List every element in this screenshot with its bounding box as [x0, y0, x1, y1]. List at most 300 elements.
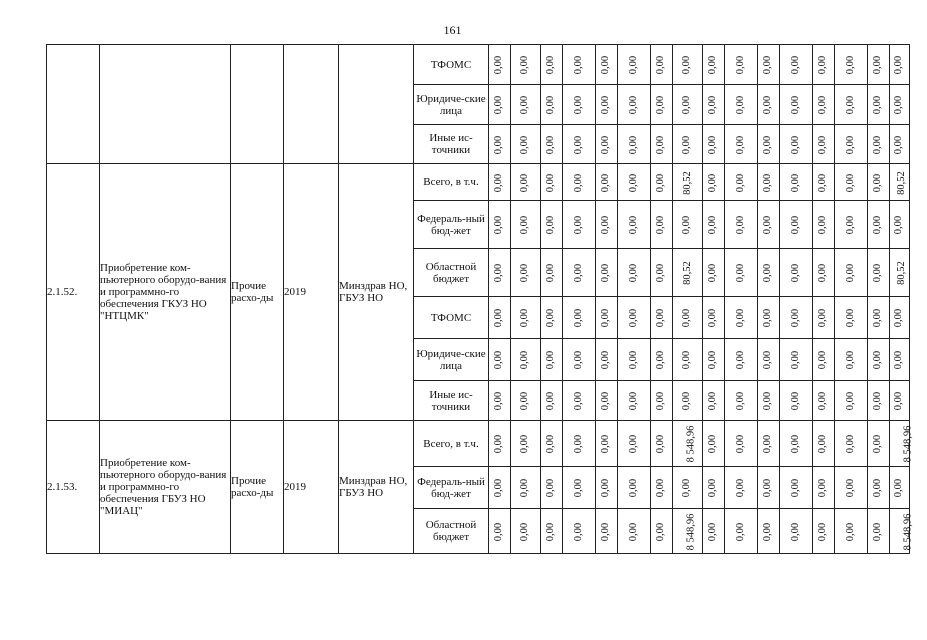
source-cell: ТФОМС: [414, 297, 489, 339]
value-cell: [813, 381, 835, 421]
value-cell: [813, 164, 835, 201]
value-text: 0,00: [845, 350, 856, 370]
value-text: 0,00: [600, 434, 612, 454]
value-text: 0,00: [893, 215, 905, 235]
value-text: 0,00: [655, 478, 667, 498]
value-cell: [780, 164, 813, 201]
value-text: 0,00: [519, 55, 531, 75]
value-text: 0,00: [628, 478, 639, 498]
value-text: 0,00: [762, 263, 774, 283]
value-cell: [758, 339, 780, 381]
value-text: 0,00: [628, 391, 639, 411]
value-text: 0,00: [872, 173, 884, 192]
value-cell: [813, 45, 835, 85]
value-text: 0,00: [493, 95, 505, 115]
value-text: 0,00: [845, 522, 856, 541]
table-row: [47, 164, 910, 201]
value-text: 0,00: [545, 478, 557, 498]
value-cell: [651, 509, 673, 554]
value-cell: [868, 85, 890, 125]
value-cell: [780, 297, 813, 339]
value-cell: [758, 85, 780, 125]
value-cell: [563, 164, 596, 201]
value-text: 0,00: [573, 95, 584, 115]
value-text: 0,00: [545, 391, 557, 411]
num-cell: [47, 45, 100, 164]
value-cell: [703, 125, 725, 164]
value-text: 0,00: [872, 215, 884, 235]
value-cell: [489, 509, 511, 554]
value-text: 0,00: [893, 478, 905, 498]
value-text: 0,00: [790, 263, 801, 283]
value-text: 0,00: [845, 55, 856, 75]
value-cell: [703, 381, 725, 421]
value-text: 0,00: [655, 95, 667, 115]
item-year: 2019: [284, 421, 339, 554]
value-cell: [596, 125, 618, 164]
value-text: 0,00: [762, 173, 774, 192]
value-cell: [563, 339, 596, 381]
value-cell: [596, 249, 618, 297]
value-text: 0,00: [545, 434, 557, 454]
value-cell: [511, 467, 541, 509]
value-text: 0,00: [893, 55, 905, 75]
value-cell: [511, 381, 541, 421]
value-cell: [541, 297, 563, 339]
value-cell: [511, 339, 541, 381]
value-text: 0,00: [573, 478, 584, 498]
value-cell: [868, 509, 890, 554]
value-text: 0,00: [872, 308, 884, 328]
value-cell: [563, 249, 596, 297]
value-cell: [868, 467, 890, 509]
value-text: 0,00: [872, 135, 884, 154]
item-year: 2019: [284, 164, 339, 421]
value-cell: [618, 249, 651, 297]
value-cell: [725, 85, 758, 125]
value-text: 0,00: [817, 391, 829, 411]
value-text: 0,00: [735, 215, 746, 235]
value-text: 0,00: [519, 308, 531, 328]
value-cell: [563, 125, 596, 164]
value-text: 0,00: [600, 215, 612, 235]
value-cell: [890, 509, 914, 554]
value-text: 0,00: [735, 391, 746, 411]
value-text: 0,00: [493, 55, 505, 75]
item-name: Приобретение ком-пьютерного оборудо-вания и программно-го обеспечения ГКУЗ НО "НТЦМК": [100, 164, 231, 421]
value-cell: [511, 125, 541, 164]
value-cell: [596, 297, 618, 339]
value-cell: [868, 421, 890, 467]
value-text: 0,00: [545, 308, 557, 328]
value-cell: [541, 509, 563, 554]
value-cell: [563, 297, 596, 339]
value-cell: [489, 164, 511, 201]
value-cell: [813, 201, 835, 249]
value-text: 0,00: [790, 95, 801, 115]
source-cell: Областной бюджет: [414, 249, 489, 297]
value-text: 0,00: [600, 95, 612, 115]
value-cell: [651, 164, 673, 201]
value-text: 8 548,96: [902, 513, 914, 550]
value-cell: [489, 467, 511, 509]
item-executor: Минздрав НО, ГБУЗ НО: [339, 164, 414, 421]
value-text: 0,00: [762, 55, 774, 75]
value-cell: [813, 467, 835, 509]
value-cell: [780, 339, 813, 381]
expense-cell: [231, 45, 284, 164]
value-cell: [541, 45, 563, 85]
value-cell: [596, 164, 618, 201]
value-text: 0,00: [735, 478, 746, 498]
value-text: 0,00: [519, 522, 531, 541]
value-cell: [489, 249, 511, 297]
value-text: 0,00: [707, 95, 719, 115]
source-cell: Федераль-ный бюд-жет: [414, 201, 489, 249]
value-cell: [890, 125, 910, 164]
value-cell: [868, 45, 890, 85]
value-cell: [541, 421, 563, 467]
value-cell: [868, 381, 890, 421]
value-cell: [596, 509, 618, 554]
value-cell: [835, 297, 868, 339]
value-text: 0,00: [600, 135, 612, 154]
value-cell: [618, 125, 651, 164]
value-cell: [890, 339, 910, 381]
value-cell: [489, 421, 511, 467]
value-cell: [703, 164, 725, 201]
value-cell: [703, 85, 725, 125]
value-text: 0,00: [893, 391, 905, 411]
value-cell: [541, 201, 563, 249]
value-text: 0,00: [545, 215, 557, 235]
value-text: 0,00: [790, 522, 801, 541]
value-text: 0,00: [735, 308, 746, 328]
value-text: 8 548,96: [902, 425, 914, 463]
value-text: 0,00: [519, 391, 531, 411]
value-text: 0,00: [845, 478, 856, 498]
value-text: 0,00: [762, 434, 774, 454]
value-text: 0,00: [681, 215, 693, 235]
value-text: 0,00: [628, 173, 639, 192]
table-row: [47, 45, 910, 85]
value-text: 0,00: [493, 173, 505, 192]
value-text: 0,00: [790, 173, 801, 192]
value-text: 0,00: [655, 522, 667, 541]
value-cell: [511, 421, 541, 467]
value-cell: [835, 421, 868, 467]
value-cell: [758, 509, 780, 554]
value-text: 0,00: [817, 350, 829, 370]
value-cell: [813, 85, 835, 125]
value-cell: [835, 164, 868, 201]
value-cell: [813, 297, 835, 339]
source-cell: Юридиче-ские лица: [414, 85, 489, 125]
value-cell: [835, 467, 868, 509]
value-cell: [511, 45, 541, 85]
value-text: 0,00: [600, 522, 612, 541]
value-text: 0,00: [600, 350, 612, 370]
item-name: Приобретение ком-пьютерного оборудо-вания и программно-го обеспечения ГБУЗ НО "МИАЦ": [100, 421, 231, 554]
value-text: 0,00: [519, 478, 531, 498]
table-row: [47, 421, 910, 467]
value-text: 0,00: [845, 173, 856, 192]
value-text: 0,00: [872, 522, 884, 541]
value-cell: [596, 381, 618, 421]
value-text: 0,00: [845, 135, 856, 154]
value-text: 0,00: [600, 478, 612, 498]
value-text: 0,00: [707, 522, 719, 541]
value-cell: [618, 297, 651, 339]
value-text: 0,00: [493, 215, 505, 235]
value-cell: [868, 201, 890, 249]
value-text: 0,00: [573, 135, 584, 154]
value-text: 8 548,96: [685, 513, 697, 550]
item-executor: Минздрав НО, ГБУЗ НО: [339, 421, 414, 554]
value-text: 80,52: [681, 170, 693, 195]
value-text: 0,00: [681, 55, 693, 75]
value-text: 0,00: [573, 391, 584, 411]
value-cell: [703, 467, 725, 509]
value-cell: [835, 381, 868, 421]
value-cell: [725, 339, 758, 381]
value-cell: [511, 249, 541, 297]
value-cell: [725, 125, 758, 164]
value-cell: [758, 45, 780, 85]
value-cell: [813, 339, 835, 381]
value-text: 0,00: [519, 434, 531, 454]
value-text: 0,00: [872, 434, 884, 454]
value-text: 0,00: [893, 135, 905, 154]
value-text: 0,00: [817, 522, 829, 541]
value-cell: [868, 297, 890, 339]
value-text: 0,00: [493, 391, 505, 411]
value-cell: [813, 421, 835, 467]
source-cell: Областной бюджет: [414, 509, 489, 554]
value-cell: [651, 297, 673, 339]
value-text: 0,00: [655, 173, 667, 192]
value-text: 0,00: [872, 95, 884, 115]
value-text: 0,00: [681, 135, 693, 154]
value-text: 0,00: [762, 135, 774, 154]
value-text: 0,00: [493, 350, 505, 370]
value-text: 80,52: [895, 170, 907, 195]
value-text: 0,00: [545, 135, 557, 154]
value-text: 0,00: [893, 350, 905, 370]
value-cell: [703, 201, 725, 249]
page-number: 161: [443, 23, 462, 37]
value-text: 0,00: [762, 215, 774, 235]
value-cell: [673, 125, 703, 164]
value-cell: [780, 381, 813, 421]
value-text: 0,00: [790, 434, 801, 454]
value-text: 0,00: [707, 263, 719, 283]
value-text: 0,00: [545, 522, 557, 541]
value-text: 0,00: [790, 135, 801, 154]
value-text: 0,00: [817, 478, 829, 498]
value-text: 0,00: [893, 308, 905, 328]
value-cell: [725, 509, 758, 554]
value-cell: [813, 249, 835, 297]
value-cell: [673, 467, 703, 509]
value-text: 0,00: [628, 350, 639, 370]
value-cell: [725, 421, 758, 467]
value-text: 0,00: [628, 308, 639, 328]
value-text: 0,00: [845, 263, 856, 283]
value-cell: [725, 297, 758, 339]
value-cell: [758, 125, 780, 164]
value-cell: [890, 249, 910, 297]
value-cell: [673, 381, 703, 421]
value-cell: [780, 249, 813, 297]
value-cell: [758, 297, 780, 339]
value-text: 0,00: [545, 95, 557, 115]
value-text: 0,00: [707, 434, 719, 454]
value-cell: [673, 297, 703, 339]
value-text: 0,00: [545, 55, 557, 75]
value-cell: [758, 467, 780, 509]
value-cell: [596, 467, 618, 509]
value-cell: [758, 381, 780, 421]
value-text: 0,00: [817, 215, 829, 235]
value-cell: [618, 467, 651, 509]
value-cell: [618, 421, 651, 467]
value-text: 0,00: [628, 55, 639, 75]
expense-type: Прочие расхо-ды: [231, 164, 284, 421]
value-text: 0,00: [519, 263, 531, 283]
value-cell: [868, 339, 890, 381]
value-cell: [673, 339, 703, 381]
value-cell: [651, 381, 673, 421]
value-cell: [890, 381, 910, 421]
value-cell: [813, 509, 835, 554]
value-text: 0,00: [845, 95, 856, 115]
value-text: 0,00: [573, 215, 584, 235]
value-text: 0,00: [762, 308, 774, 328]
value-text: 0,00: [845, 391, 856, 411]
value-cell: [618, 85, 651, 125]
value-text: 0,00: [845, 308, 856, 328]
value-cell: [563, 381, 596, 421]
value-text: 0,00: [655, 263, 667, 283]
value-cell: [541, 467, 563, 509]
value-cell: [673, 249, 703, 297]
value-text: 0,00: [573, 522, 584, 541]
value-cell: [673, 201, 703, 249]
value-cell: [563, 85, 596, 125]
value-text: 0,00: [573, 434, 584, 454]
value-text: 0,00: [790, 391, 801, 411]
value-text: 0,00: [545, 173, 557, 192]
value-text: 0,00: [600, 391, 612, 411]
value-text: 0,00: [628, 215, 639, 235]
value-cell: [835, 45, 868, 85]
value-cell: [596, 85, 618, 125]
expense-type: Прочие расхо-ды: [231, 421, 284, 554]
value-text: 0,00: [707, 478, 719, 498]
value-text: 0,00: [493, 434, 505, 454]
value-text: 0,00: [762, 478, 774, 498]
source-cell: ТФОМС: [414, 45, 489, 85]
value-cell: [835, 201, 868, 249]
source-cell: Всего, в т.ч.: [414, 421, 489, 467]
value-text: 0,00: [655, 55, 667, 75]
value-text: 0,00: [735, 95, 746, 115]
value-text: 0,00: [493, 308, 505, 328]
value-text: 0,00: [519, 350, 531, 370]
value-text: 0,00: [817, 135, 829, 154]
value-text: 0,00: [655, 434, 667, 454]
value-cell: [835, 125, 868, 164]
value-text: 0,00: [762, 522, 774, 541]
value-text: 0,00: [845, 215, 856, 235]
value-cell: [703, 421, 725, 467]
value-text: 0,00: [762, 350, 774, 370]
value-text: 0,00: [628, 434, 639, 454]
value-text: 0,00: [707, 308, 719, 328]
value-cell: [563, 201, 596, 249]
value-cell: [835, 85, 868, 125]
value-cell: [651, 421, 673, 467]
value-text: 0,00: [735, 263, 746, 283]
value-cell: [511, 201, 541, 249]
value-cell: [563, 45, 596, 85]
value-text: 0,00: [735, 135, 746, 154]
value-cell: [489, 381, 511, 421]
value-cell: [541, 249, 563, 297]
value-text: 0,00: [735, 522, 746, 541]
value-text: 0,00: [681, 478, 693, 498]
value-text: 0,00: [519, 173, 531, 192]
value-text: 0,00: [872, 478, 884, 498]
value-cell: [489, 339, 511, 381]
value-cell: [890, 467, 910, 509]
value-cell: [651, 339, 673, 381]
value-cell: [813, 125, 835, 164]
value-text: 0,00: [681, 95, 693, 115]
value-cell: [596, 201, 618, 249]
value-text: 0,00: [519, 215, 531, 235]
value-text: 0,00: [735, 434, 746, 454]
source-cell: Всего, в т.ч.: [414, 164, 489, 201]
value-cell: [651, 467, 673, 509]
value-cell: [596, 45, 618, 85]
value-cell: [673, 509, 703, 554]
value-text: 0,00: [573, 308, 584, 328]
value-text: 0,00: [493, 522, 505, 541]
value-cell: [618, 201, 651, 249]
value-text: 0,00: [600, 308, 612, 328]
value-cell: [703, 249, 725, 297]
value-cell: [563, 467, 596, 509]
value-cell: [868, 125, 890, 164]
value-text: 0,00: [655, 135, 667, 154]
value-text: 0,00: [681, 391, 693, 411]
value-cell: [651, 201, 673, 249]
value-text: 0,00: [681, 308, 693, 328]
value-cell: [618, 509, 651, 554]
value-cell: [541, 381, 563, 421]
value-cell: [758, 201, 780, 249]
value-cell: [758, 421, 780, 467]
value-text: 0,00: [845, 434, 856, 454]
value-cell: [890, 85, 910, 125]
value-cell: [541, 339, 563, 381]
value-cell: [758, 164, 780, 201]
budget-table: [46, 44, 914, 554]
value-cell: [596, 339, 618, 381]
value-text: 0,00: [628, 522, 639, 541]
